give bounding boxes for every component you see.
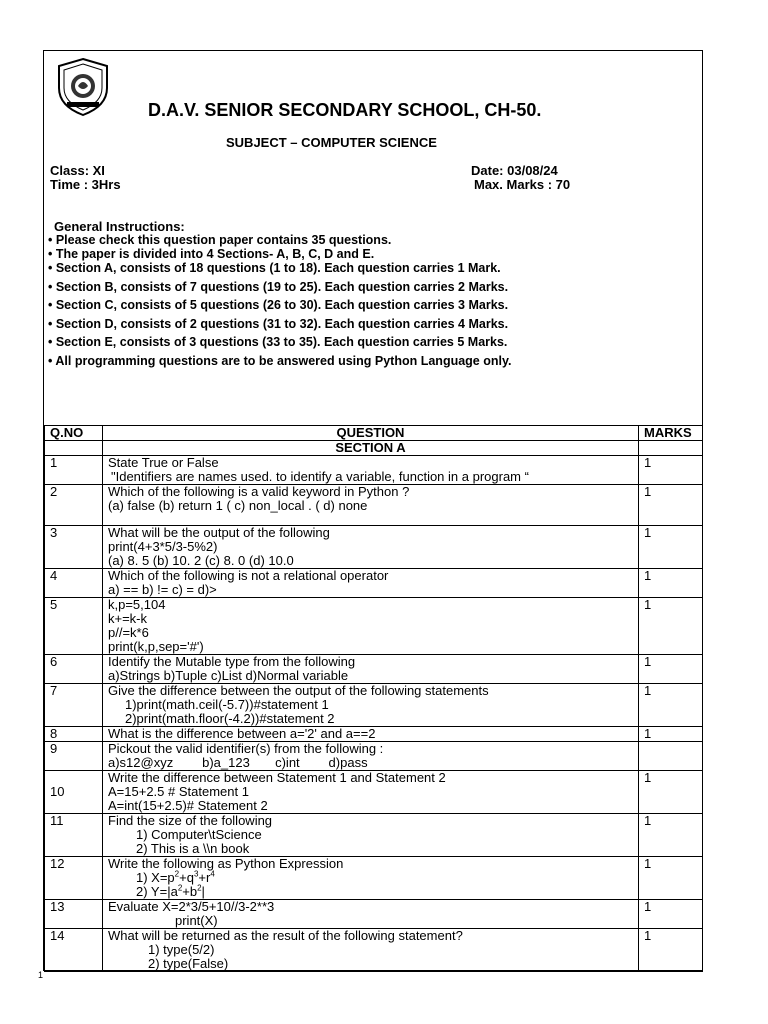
instruction-item: • Section A, consists of 18 questions (1 to 18). Each question carries 1 Mark.	[48, 261, 501, 275]
question-text	[103, 569, 639, 598]
question-line: 1) type(5/2)	[148, 942, 215, 957]
expr-part: |	[201, 884, 205, 899]
question-number	[45, 771, 103, 814]
question-number: 9	[45, 742, 103, 771]
question-number: 2	[45, 485, 103, 526]
question-marks: 1	[639, 771, 703, 814]
expr-part: +q	[179, 870, 194, 885]
class-label: Class: XI	[50, 163, 105, 178]
question-line: a)Strings b)Tuple c)List d)Normal variable	[108, 668, 349, 683]
exponent: 2	[177, 883, 183, 893]
section-a-heading: SECTION A	[103, 441, 639, 456]
expr-part: +b	[182, 884, 198, 899]
question-marks: 1	[639, 569, 703, 598]
question-text	[103, 771, 639, 814]
table-row	[45, 929, 703, 972]
question-line: A=15+2.5 # Statement 1	[108, 784, 249, 799]
question-text	[103, 485, 639, 526]
question-marks: 1	[639, 598, 703, 655]
question-line: Pickout the valid identifier(s) from the following :	[108, 741, 384, 756]
question-text	[103, 655, 639, 684]
table-row	[45, 569, 703, 598]
qno-header: Q.NO	[45, 426, 103, 441]
question-text	[103, 727, 639, 742]
exponent: 2	[197, 883, 202, 893]
question-line: 1) Computer\tScience	[136, 827, 262, 842]
question-number: 7	[45, 684, 103, 727]
question-line: print(X)	[175, 913, 218, 928]
question-number: 14	[45, 929, 103, 972]
question-line: What will be returned as the result of the following statement?	[108, 928, 463, 943]
question-line: Which of the following is not a relational operator	[108, 568, 389, 583]
table-row	[45, 727, 703, 742]
question-line	[108, 885, 633, 899]
table-row	[45, 900, 703, 929]
instruction-item: • The paper is divided into 4 Sections- A, B, C, D and E.	[48, 247, 375, 261]
question-line: 2)print(math.floor(-4.2))#statement 2	[125, 711, 335, 726]
table-row	[45, 771, 703, 814]
section-row	[45, 441, 703, 456]
table-header-row	[45, 426, 703, 441]
question-text	[103, 814, 639, 857]
expr-part: +r	[198, 870, 211, 885]
question-marks: 1	[639, 526, 703, 569]
question-marks: 1	[639, 900, 703, 929]
question-line: a)s12@xyz b)a_123 c)int d)pass	[108, 755, 368, 770]
question-marks: 1	[639, 857, 703, 900]
max-marks-label: Max. Marks : 70	[474, 177, 571, 192]
exponent: 3	[193, 869, 199, 879]
question-line: p//=k*6	[108, 625, 149, 640]
table-row	[45, 526, 703, 569]
marks-header: MARKS	[639, 426, 703, 441]
question-marks: 1	[639, 684, 703, 727]
table-row	[45, 684, 703, 727]
question-number: 1	[45, 456, 103, 485]
question-number: 13	[45, 900, 103, 929]
question-line: Write the following as Python Expression	[108, 856, 344, 871]
question-line: Which of the following is a valid keyword in Python ?	[108, 484, 410, 499]
question-number: 8	[45, 727, 103, 742]
time-label: Time : 3Hrs	[50, 177, 121, 192]
instruction-item: • Section E, consists of 3 questions (33 to 35). Each question carries 5 Marks.	[48, 335, 508, 349]
question-text	[103, 742, 639, 771]
question-text	[103, 684, 639, 727]
question-number: 4	[45, 569, 103, 598]
question-line: (a) 8. 5 (b) 10. 2 (c) 8. 0 (d) 10.0	[108, 553, 294, 568]
instruction-item: • Section C, consists of 5 questions (26 to 30). Each question carries 3 Marks.	[48, 298, 509, 312]
table-row	[45, 456, 703, 485]
school-emblem-icon	[52, 56, 114, 118]
subject-title: SUBJECT – COMPUTER SCIENCE	[226, 135, 437, 150]
question-text	[103, 598, 639, 655]
question-text	[103, 456, 639, 485]
question-number-text: 10	[50, 784, 65, 799]
question-text	[103, 900, 639, 929]
question-line: (a) false (b) return 1 ( c) non_local . ( d) none	[108, 498, 368, 513]
instruction-item: • All programming questions are to be answered using Python Language only.	[48, 354, 512, 368]
question-line: Give the difference between the output of the following statements	[108, 683, 489, 698]
question-line: State True or False	[108, 455, 219, 470]
question-line: a) == b) != c) = d)>	[108, 582, 217, 597]
page-number: 1	[38, 970, 44, 980]
date-label: Date: 03/08/24	[471, 163, 558, 178]
question-line: What will be the output of the following	[108, 525, 330, 540]
instruction-item: • Section B, consists of 7 questions (19 to 25). Each question carries 2 Marks.	[48, 280, 509, 294]
question-table	[44, 425, 703, 972]
question-line	[108, 871, 633, 885]
question-line: What is the difference between a='2' and a==2	[108, 726, 376, 741]
question-header: QUESTION	[103, 426, 639, 441]
table-row	[45, 742, 703, 771]
expr-part: 2) Y=|a	[136, 884, 178, 899]
question-text	[103, 929, 639, 972]
question-marks: 1	[639, 814, 703, 857]
instruction-item: • Please check this question paper contains 35 questions.	[48, 233, 392, 247]
question-line: print(k,p,sep='#')	[108, 639, 204, 654]
table-row	[45, 857, 703, 900]
question-number: 6	[45, 655, 103, 684]
question-line: 2) type(False)	[148, 956, 229, 971]
question-marks	[639, 742, 703, 771]
table-row	[45, 485, 703, 526]
question-line: k+=k-k	[108, 611, 148, 626]
question-marks: 1	[639, 456, 703, 485]
question-marks: 1	[639, 655, 703, 684]
question-text	[103, 857, 639, 900]
question-line: print(4+3*5/3-5%2)	[108, 539, 218, 554]
table-row	[45, 655, 703, 684]
instructions-title: General Instructions:	[54, 219, 185, 234]
exponent: 2	[174, 869, 180, 879]
question-number: 3	[45, 526, 103, 569]
question-number: 11	[45, 814, 103, 857]
instruction-item: • Section D, consists of 2 questions (31 to 32). Each question carries 4 Marks.	[48, 317, 509, 331]
school-name: D.A.V. SENIOR SECONDARY SCHOOL, CH-50.	[148, 100, 542, 120]
question-line: 2) This is a \\n book	[136, 841, 250, 856]
question-text	[103, 526, 639, 569]
question-marks: 1	[639, 485, 703, 526]
question-line: "Identifiers are names used. to identify a variable, function in a program “	[111, 469, 529, 484]
expr-part: 1) X=p	[136, 870, 175, 885]
question-marks: 1	[639, 727, 703, 742]
question-line: Identify the Mutable type from the following	[108, 654, 356, 669]
question-line: k,p=5,104	[108, 597, 166, 612]
table-row	[45, 598, 703, 655]
table-row	[45, 814, 703, 857]
exponent: 4	[210, 869, 215, 879]
question-marks: 1	[639, 929, 703, 972]
question-line: Write the difference between Statement 1 and Statement 2	[108, 770, 446, 785]
question-line: A=int(15+2.5)# Statement 2	[108, 798, 268, 813]
question-line: Evaluate X=2*3/5+10//3-2**3	[108, 899, 275, 914]
question-number: 12	[45, 857, 103, 900]
question-line: 1)print(math.ceil(-5.7))#statement 1	[125, 697, 329, 712]
question-number: 5	[45, 598, 103, 655]
question-line: Find the size of the following	[108, 813, 273, 828]
